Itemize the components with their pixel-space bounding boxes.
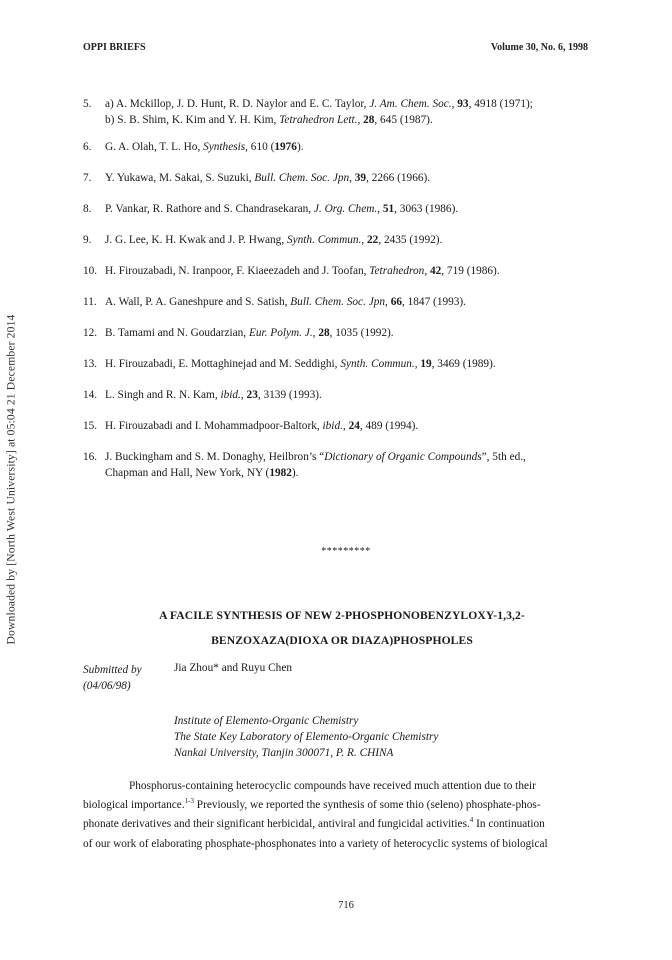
reference-number: 10. [83,265,98,277]
affiliation-line: Institute of Elemento-Organic Chemistry [174,715,359,727]
text-run: Y. Yukawa, M. Sakai, S. Suzuki, [105,172,255,184]
authors: Jia Zhou* and Ruyu Chen [174,662,292,674]
text-run: A. Wall, P. A. Ganeshpure and S. Satish, [105,296,291,308]
text-run: , 2266 (1966). [366,172,431,184]
text-run: ”, 5th ed., [481,451,526,463]
section-separator: ********* [321,546,371,557]
reference-text [105,170,593,186]
reference-text [105,232,593,248]
text-run: Previously, we reported the synthesis of some thio (seleno) phosphate-phos- [193,799,541,812]
text-run: Tetrahedron Lett. [279,114,358,126]
text-run: , [349,172,355,184]
text-run: ). [296,141,304,153]
reference-number: 15. [83,420,98,432]
text-run: Bull. Chem. Soc. Jpn [290,296,386,308]
text-run: 22 [367,234,379,246]
text-run: , [357,114,364,126]
text-run: Synth. Commun. [340,358,415,370]
reference-text [105,263,593,279]
reference-text [105,449,593,481]
affiliation-line: Nankai University, Tianjin 300071, P. R. CHINA [174,747,394,759]
text-run: 1982 [269,467,292,479]
text-run: H. Firouzabadi and I. Mohammadpoor-Baltork, [105,420,323,432]
text-run: 51 [382,203,395,215]
reference-line [105,325,593,341]
text-run: , [240,389,247,401]
article-title-line-2: BENZOXAZA(DIOXA OR DIAZA)PHOSPHOLES [211,634,473,647]
reference-text [105,325,593,341]
text-run: , 3469 (1989). [431,358,496,370]
submitted-label: Submitted by [83,664,142,676]
reference-number: 16. [83,451,98,463]
journal-section: OPPI BRIEFS [83,42,146,53]
text-run: , 489 (1994). [359,420,419,432]
text-run: H. Firouzabadi, E. Mottaghinejad and M. Seddighi, [105,358,341,370]
text-run: B. Tamami and N. Goudarzian, [105,327,249,339]
text-run: a) A. Mckillop, J. D. Hunt, R. D. Naylor and E. C. Taylor, [105,98,370,110]
text-run: , 4918 (1971); [468,98,533,110]
text-run: Bull. Chem. Soc. Jpn [254,172,350,184]
reference-text [105,356,593,372]
submission-date: (04/06/98) [83,680,131,692]
reference-number: 9. [83,234,92,246]
reference-line [105,201,593,217]
text-run: , [312,327,319,339]
reference-number: 12. [83,327,98,339]
text-run: ibid. [220,389,241,401]
reference-line [105,465,593,481]
article-title-line-1: A FACILE SYNTHESIS OF NEW 2-PHOSPHONOBENZYLOXY-1,3,2- [159,609,525,622]
text-run: In continuation [473,818,545,831]
body-paragraph [83,777,593,854]
reference-line [105,232,593,248]
text-run: 42 [429,265,442,277]
reference-line [105,170,593,186]
text-run: ). [291,467,299,479]
text-run: 66 [390,296,402,308]
text-run: ibid. [322,420,343,432]
text-run: Chapman and Hall, New York, NY ( [105,467,270,479]
paragraph-line [83,777,593,796]
text-run: Eur. Polym. J. [248,327,313,339]
text-run: J. Org. Chem. [313,203,378,215]
reference-line [105,294,593,310]
text-run: phonate derivatives and their significant herbicidal, antiviral and fungicidal activities. [83,818,470,831]
text-run: , 3139 (1993). [257,389,322,401]
text-run: Tetrahedron [369,265,425,277]
text-run: , 3063 (1986). [394,203,459,215]
citation-superscript: 1-3 [184,797,194,806]
reference-text [105,387,593,403]
reference-number: 11. [83,296,97,308]
text-run: biological importance. [83,799,185,812]
text-run: Dictionary of Organic Compounds [324,451,482,463]
text-run: 24 [348,420,360,432]
text-run: , [414,358,421,370]
reference-number: 6. [83,141,92,153]
text-run: , 645 (1987). [374,114,433,126]
reference-text [105,139,593,155]
submission-info [83,662,142,694]
citation-superscript: 4 [469,816,474,825]
download-note: Downloaded by [North West University] at 05:04 21 December 2014 [4,314,18,644]
text-run: , [424,265,430,277]
text-run: J. Am. Chem. Soc. [369,98,452,110]
text-run: , [451,98,458,110]
text-run: Phosphorus-containing heterocyclic compounds have received much attention due to their [129,780,536,792]
text-run: J. G. Lee, K. H. Kwak and J. P. Hwang, [105,234,287,246]
text-run: of our work of elaborating phosphate-phosphonates into a variety of heterocyclic systems of biological [83,837,548,850]
text-run: 93 [457,98,469,110]
paragraph-line [83,796,593,815]
affiliation [174,713,438,761]
text-run: , 719 (1986). [441,265,500,277]
text-run: J. Buckingham and S. M. Donaghy, Heilbron’s “ [105,451,325,463]
text-run: G. A. Olah, T. L. Ho, [105,141,204,153]
text-run: P. Vankar, R. Rathore and S. Chandrasekaran, [105,203,314,215]
text-run: Synth. Commun. [286,234,362,246]
text-run: , [342,420,349,432]
reference-line [105,387,593,403]
reference-line [105,449,593,465]
volume-info: Volume 30, No. 6, 1998 [490,42,588,53]
text-run: , 610 ( [245,141,275,153]
text-run: , 1847 (1993). [401,296,466,308]
text-run: Synthesis [203,141,246,153]
reference-text [105,96,593,128]
reference-line [105,263,593,279]
text-run: , 1035 (1992). [329,327,394,339]
text-run: , 2435 (1992). [378,234,443,246]
reference-number: 7. [83,172,92,184]
running-header [83,42,588,56]
reference-text [105,294,593,310]
reference-text [105,201,593,217]
reference-line [105,139,593,155]
text-run: H. Firouzabadi, N. Iranpoor, F. Kiaeezadeh and J. Toofan, [105,265,370,277]
text-run: 28 [363,114,375,126]
reference-number: 14. [83,389,98,401]
text-run: , [377,203,383,215]
reference-number: 13. [83,358,98,370]
affiliation-line: The State Key Laboratory of Elemento-Organic Chemistry [174,731,439,743]
text-run: 19 [420,358,432,370]
paragraph-line [83,815,593,834]
reference-line [105,112,593,128]
reference-text [105,418,593,434]
text-run: , [385,296,391,308]
text-run: b) S. B. Shim, K. Kim and Y. H. Kim, [105,114,280,126]
paragraph-line [83,835,593,854]
text-run: 28 [318,327,330,339]
download-watermark [1,298,21,660]
text-run: , [361,234,368,246]
text-run: L. Singh and R. N. Kam, [105,389,221,401]
reference-line [105,356,593,372]
text-run: 1976 [274,141,297,153]
reference-number: 8. [83,203,92,215]
page-number: 716 [338,900,354,911]
reference-line [105,418,593,434]
text-run: 39 [354,172,367,184]
text-run: 23 [246,389,258,401]
reference-number: 5. [83,98,92,110]
reference-line [105,96,593,112]
